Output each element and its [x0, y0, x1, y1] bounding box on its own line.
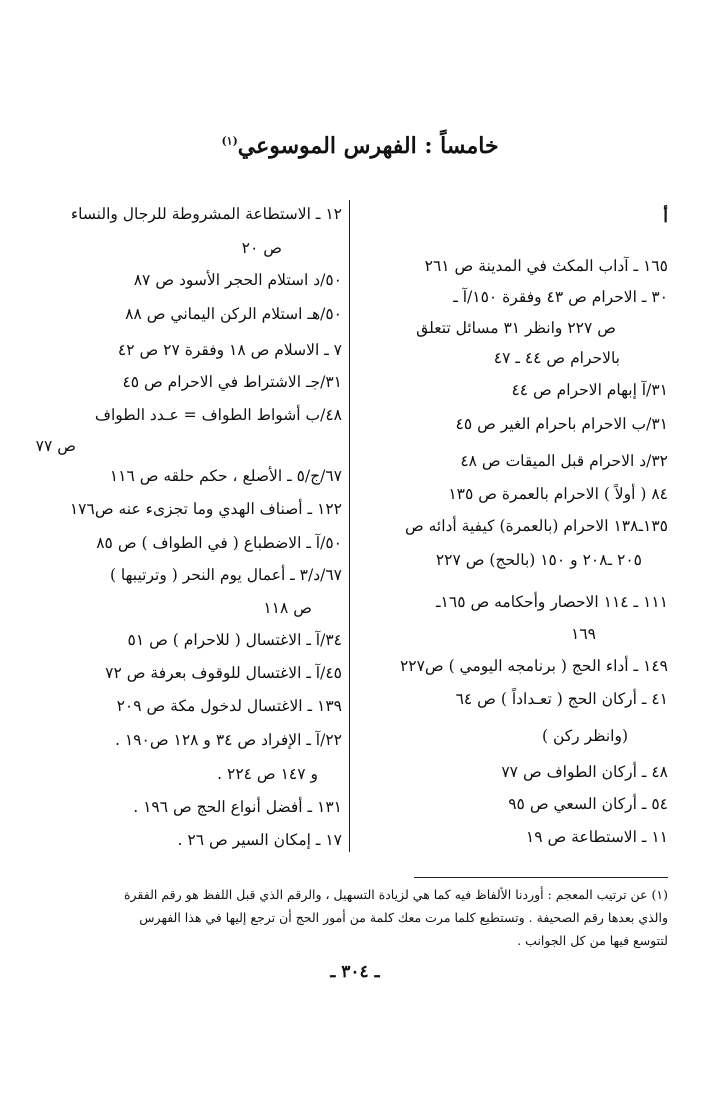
index-entry: ٣٠ ـ الاحرام ص ٤٣ وفقرة ١٥٠/آ ـ	[453, 288, 668, 306]
index-entry: ٦٧/ج/٥ ـ الأصلع ، حكم حلقه ص ١١٦	[109, 467, 342, 485]
index-entry: ١٣٥ـ١٣٨ الاحرام (بالعمرة) كيفية أدائه ص	[404, 517, 668, 535]
index-entry: ٣٢/د الاحرام قبل الميقات ص ٤٨	[460, 452, 668, 470]
left-column	[36, 0, 342, 860]
footnote-line: لتتوسع فيها من كل الجوانب .	[517, 933, 668, 948]
index-entry: ١٦٥ ـ آداب المكث في المدينة ص ٢٦١	[424, 257, 668, 275]
index-entry: ٥٠/هـ استلام الركن اليماني ص ٨٨	[125, 305, 342, 323]
index-entry: ص ١١٨	[263, 599, 312, 617]
index-entry: ١٢ ـ الاستطاعة المشروطة للرجال والنساء	[70, 205, 342, 223]
index-entry: و ١٤٧ ص ٢٢٤ .	[217, 765, 318, 783]
index-entry: ١١ ـ الاستطاعة ص ١٩	[525, 828, 668, 846]
index-entry: ٥٤ ـ أركان السعي ص ٩٥	[508, 795, 668, 813]
index-entry: ٢٢/آ ـ الإفراد ص ٣٤ و ١٢٨ ص١٩٠ .	[115, 731, 342, 749]
index-entry: ٣٤/آ ـ الاغتسال ( للاحرام ) ص ٥١	[127, 631, 342, 649]
index-entry: ٧ ـ الاسلام ص ١٨ وفقرة ٢٧ ص ٤٢	[117, 341, 342, 359]
index-entry: بالاحرام ص ٤٤ ـ ٤٧	[493, 349, 620, 367]
index-entry: ٤٨/ب أشواط الطواف = عـدد الطواف	[94, 406, 342, 424]
index-entry: ص ٢٠	[241, 239, 282, 257]
index-entry: ١٣٩ ـ الاغتسال لدخول مكة ص ٢٠٩	[116, 697, 342, 715]
index-entry: ص ٧٧	[35, 437, 76, 455]
index-entry: ٦٧/د/٣ ـ أعمال يوم النحر ( وترتيبها )	[109, 566, 342, 584]
index-entry: ٥٠/آ ـ الاضطباع ( في الطواف ) ص ٨٥	[96, 534, 342, 552]
section-letter: أ	[663, 207, 668, 227]
footnote-rule	[414, 877, 668, 878]
index-entry: ١٢٢ ـ أصناف الهدي وما تجزىء عنه ص١٧٦	[69, 500, 342, 518]
index-entry: ٣١/آ إبهام الاحرام ص ٤٤	[511, 381, 668, 399]
index-entry: ٤١ ـ أركان الحج ( تعـداداً ) ص ٦٤	[455, 690, 668, 708]
index-entry: ٢٠٥ ـ٢٠٨ و ١٥٠ (بالحج) ص ٢٢٧	[435, 551, 642, 569]
index-entry: ١٧ ـ إمكان السير ص ٢٦ .	[177, 831, 342, 849]
footnote-marker: (١)	[221, 134, 238, 148]
index-entry: ص ٢٢٧ وانظر ٣١ مسائل تتعلق	[416, 319, 616, 337]
index-entry: ٤٨ ـ أركان الطواف ص ٧٧	[501, 763, 668, 781]
index-title-text: خامساً : الفهرس الموسوعي	[237, 133, 499, 159]
footnote-line: والذي بعدها رقم الصحيفة . وتستطيع كلما مرت معك كلمة من أمور الحج أن ترجع إليها في هذا الفهرس	[139, 910, 668, 925]
index-entry: ٣١/ب الاحرام باحرام الغير ص ٤٥	[455, 415, 668, 433]
right-column	[360, 0, 668, 860]
index-entry: ١١١ ـ ١١٤ الاحصار وأحكامه ص ١٦٥ـ	[436, 593, 668, 611]
index-entry: ١٣١ ـ أفضل أنواع الحج ص ١٩٦ .	[133, 798, 342, 816]
index-entry: ١٦٩	[571, 625, 596, 643]
footnote-line: (١) عن ترتيب المعجم : أوردنا الألفاظ فيه كما هي لزيادة التسهيل ، والرقم الذي قبل اللفظ هو رقم الفقرة	[123, 887, 668, 902]
index-entry: (وانظر ركن )	[542, 727, 628, 745]
index-entry: ٨٤ ( أولاً ) الاحرام بالعمرة ص ١٣٥	[448, 485, 668, 503]
index-entry: ٣١/جـ الاشتراط في الاحرام ص ٤٥	[122, 373, 342, 391]
column-divider	[349, 200, 350, 852]
index-entry: ٤٥/آ ـ الاغتسال للوقوف بعرفة ص ٧٢	[105, 664, 342, 682]
index-entry: ١٤٩ ـ أداء الحج ( برنامجه اليومي ) ص٢٢٧	[399, 657, 668, 675]
index-entry: ٥٠/د استلام الحجر الأسود ص ٨٧	[133, 271, 342, 289]
page-number: ـ ٣٠٤ ـ	[330, 962, 380, 982]
